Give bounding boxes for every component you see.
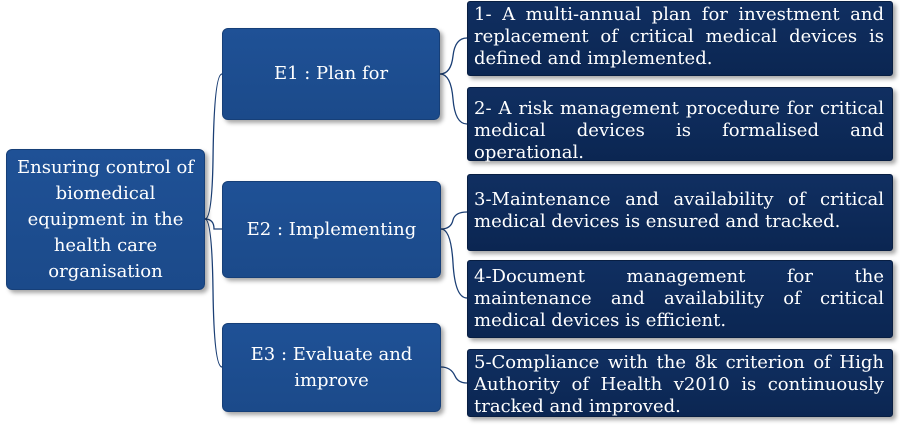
branch-node-label: E2 : Implementing: [246, 218, 417, 240]
branch-node-e1: [222, 28, 440, 120]
leaf-node-label: 1- A multi-annual plan for investment and replacement of critical medical devices is defined and implemented.: [474, 4, 884, 69]
branch-node-e2: [222, 181, 441, 278]
connector-e3-leaf5: [441, 367, 467, 383]
connector-e1-leaf1: [440, 38, 467, 74]
connector-e1-leaf2: [440, 74, 467, 124]
leaf-node-label: 4-Document management for the maintenance and availability of critical medical devices is efficient.: [474, 266, 884, 331]
connector-root-e3: [205, 219, 222, 367]
leaf-node-label: 2- A risk management procedure for critical medical devices is formalised and operational.: [474, 98, 884, 163]
root-node-label: Ensuring control of biomedical equipment in the health care organisation: [17, 156, 194, 282]
leaf-node-label: 3-Maintenance and availability of critical medical devices is ensured and tracked.: [474, 189, 884, 232]
connector-root-e1: [205, 74, 222, 219]
root-node: [6, 149, 205, 290]
connector-root-e2: [205, 219, 222, 229]
leaf-node-2: [467, 87, 893, 161]
branch-node-label: E3 : Evaluate and improve: [250, 343, 413, 391]
leaf-node-1: [467, 1, 893, 76]
leaf-node-5: [467, 349, 893, 417]
connector-e2-leaf4: [441, 229, 467, 298]
connector-e2-leaf3: [441, 212, 467, 229]
leaf-node-4: [467, 260, 893, 338]
branch-node-e3: [222, 323, 441, 412]
branch-node-label: E1 : Plan for: [273, 63, 389, 84]
leaf-node-label: 5-Compliance with the 8k criterion of High Authority of Health v2010 is continuously tracked and improved.: [474, 352, 884, 417]
leaf-node-3: [467, 174, 893, 251]
